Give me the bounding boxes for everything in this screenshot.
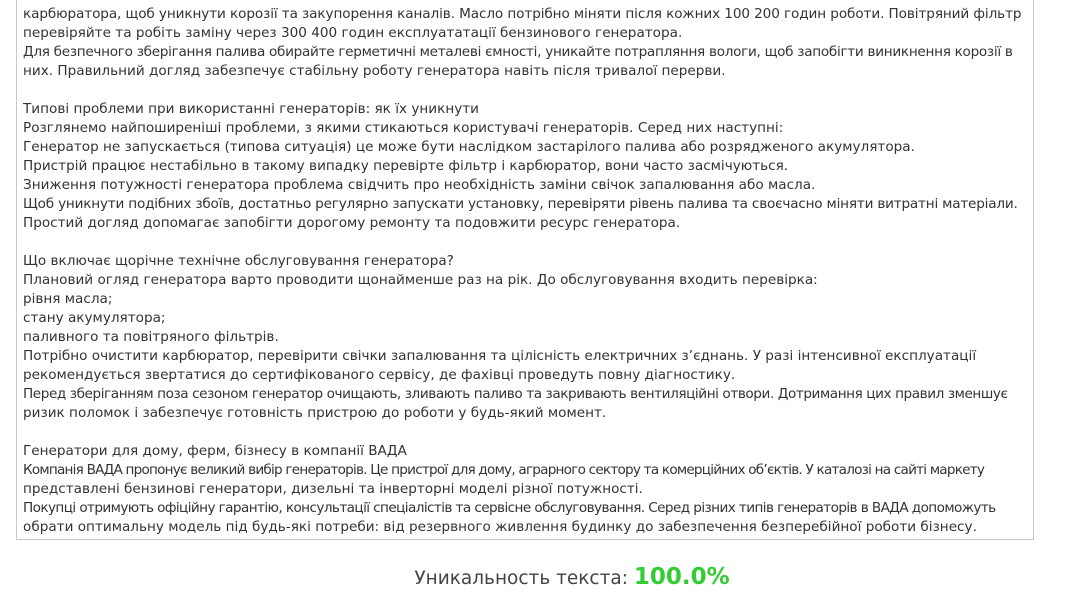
text-line: Типові проблеми при використанні генераторів: як їх уникнути: [23, 101, 480, 117]
text-line: карбюратора, щоб уникнути корозії та закупорення каналів. Масло потрібно міняти після кожних 100 200 годин роботи. Повітряний фільтр: [23, 6, 1022, 22]
text-line: Потрібно очистити карбюратор, перевірити свічки запалювання та цілісність електричних з’єднань. У разі інтенсивної експлуатації: [23, 348, 977, 364]
text-line: обрати оптимальну модель під будь-які потреби: від резервного живлення будинку до забезпечення безперебійної роботи бізнесу.: [23, 519, 977, 535]
text-line: рівня масла;: [23, 291, 113, 307]
text-line: Пристрій працює нестабільно в такому випадку перевірте фільтр і карбюратор, вони часто засмічуються.: [23, 158, 789, 174]
article-text: [23, 5, 1027, 537]
blank-line: [23, 81, 1027, 100]
text-line: Покупці отримують офіційну гарантію, консультації спеціалістів та сервісне обслуговування. Серед різних типів генераторів в ВАДА допоможуть: [23, 500, 996, 516]
uniqueness-label: Уникальность текста:: [414, 568, 628, 589]
text-line: паливного та повітряного фільтрів.: [23, 329, 279, 345]
uniqueness-value: 100.0%: [633, 564, 730, 590]
text-line: Компанія ВАДА пропонує великий вибір генераторів. Це пристрої для дому, аграрного сектору та комерційних об’єктів. У каталозі на сайті маркету: [23, 462, 985, 478]
text-line: стану акумулятора;: [23, 310, 166, 326]
blank-line: [23, 233, 1027, 252]
text-line: Перед зберіганням поза сезоном генератор очищають, зливають паливо та закривають вентиляційні отвори. Дотримання цих правил зменшує: [23, 386, 1008, 402]
text-line: Щоб уникнути подібних збоїв, достатньо регулярно запускати установку, перевіряти рівень палива та своєчасно міняти витратні матеріали.: [23, 196, 1018, 212]
text-output-box[interactable]: [16, 0, 1034, 540]
blank-line: [23, 423, 1027, 442]
text-line: перевіряйте та робіть заміну через 300 400 годин експлуататації бензинового генератора.: [23, 25, 683, 41]
text-line: Плановий огляд генератора варто проводити щонайменше раз на рік. До обслуговування входить перевірка:: [23, 272, 818, 288]
text-line: Генератор не запускається (типова ситуація) це може бути наслідком застарілого палива або розрядженого акумулятора.: [23, 139, 915, 155]
text-line: Розглянемо найпоширеніші проблеми, з якими стикаються користувачі генераторів. Серед них наступні:: [23, 120, 784, 136]
text-line: Для безпечного зберігання палива обирайте герметичні металеві ємності, уникайте потрапляння вологи, щоб запобігти виникнення корозії в: [23, 44, 1013, 60]
uniqueness-result: [0, 564, 1074, 590]
text-line: них. Правильний догляд забезпечує стабільну роботу генератора навіть після тривалої перерви.: [23, 63, 726, 79]
text-line: Генератори для дому, ферм, бізнесу в компанії ВАДА: [23, 443, 407, 459]
text-line: рекомендується звертатися до сертифікованого сервісу, де фахівці проведуть повну діагностику.: [23, 367, 736, 383]
text-line: Що включає щорічне технічне обслуговування генератора?: [23, 253, 454, 269]
text-line: Простий догляд допомагає запобігти дорогому ремонту та подовжити ресурс генератора.: [23, 215, 681, 231]
text-line: представлені бензинові генератори, дизельні та інверторні моделі різної потужності.: [23, 481, 643, 497]
text-line: Зниження потужності генератора проблема свідчить про необхідність заміни свічок запалювання або масла.: [23, 177, 816, 193]
text-line: ризик поломок і забезпечує готовність пристрою до роботи у будь-який момент.: [23, 405, 607, 421]
